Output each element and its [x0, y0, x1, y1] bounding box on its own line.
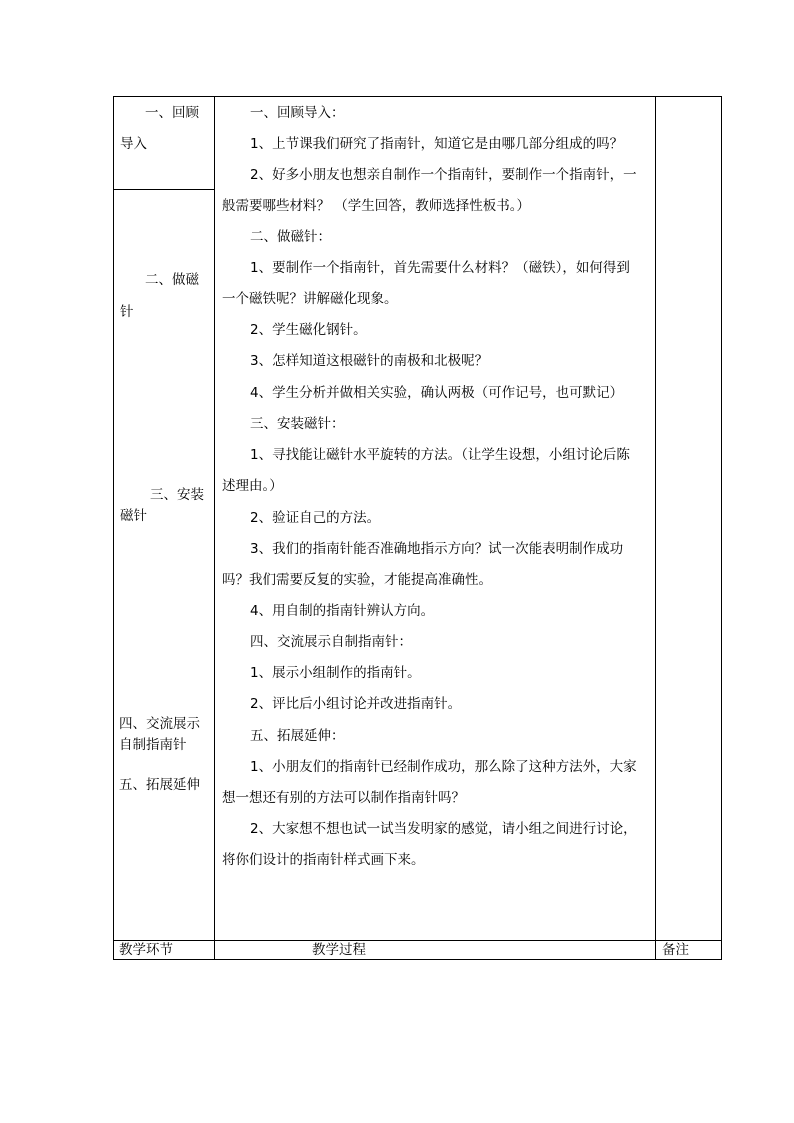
process-line: 1、展示小组制作的指南针。 [250, 665, 421, 681]
process-heading-5: 五、拓展延伸： [250, 728, 345, 744]
row-divider-footer [113, 940, 722, 941]
process-heading-2: 二、做磁针： [250, 229, 331, 245]
process-line: 4、学生分析并做相关实验，确认两极（可作记号，也可默记） [250, 385, 624, 401]
column-divider-1 [214, 96, 215, 960]
footer-col-stage: 教学环节 [119, 942, 173, 958]
process-heading-3: 三、安装磁针： [250, 416, 345, 432]
footer-col-process: 教学过程 [312, 942, 366, 958]
stage-review-intro-line2: 导入 [120, 136, 147, 152]
stage-make-needle-line1: 二、做磁 [145, 272, 199, 288]
process-line: 1、寻找能让磁针水平旋转的方法。（让学生设想，小组讨论后陈 [250, 447, 630, 463]
process-heading-1: 一、回顾导入： [250, 105, 345, 121]
stage-make-needle-line2: 针 [120, 304, 134, 320]
stage-exchange-line2: 自制指南针 [119, 737, 187, 753]
process-line: 1、小朋友们的指南针已经制作成功，那么除了这种方法外，大家 [250, 759, 637, 775]
process-line: 2、好多小朋友也想亲自制作一个指南针，要制作一个指南针，一 [250, 167, 637, 183]
process-line: 3、我们的指南针能否准确地指示方向？试一次能表明制作成功 [250, 541, 624, 557]
process-line: 1、要制作一个指南针，首先需要什么材料？（磁铁），如何得到 [250, 260, 630, 276]
stage-extension: 五、拓展延伸 [119, 777, 200, 793]
process-line: 想一想还有别的方法可以制作指南针吗？ [222, 790, 465, 806]
process-line: 一个磁铁呢？讲解磁化现象。 [222, 291, 398, 307]
process-line: 般需要哪些材料？ （学生回答，教师选择性板书。） [222, 198, 531, 214]
stage-review-intro-line1: 一、回顾 [145, 105, 199, 121]
process-line: 2、验证自己的方法。 [250, 510, 381, 526]
process-line: 述理由。） [222, 478, 283, 494]
stage-install-needle-line2: 磁针 [120, 508, 147, 524]
process-line: 将你们设计的指南针样式画下来。 [222, 852, 425, 868]
process-line: 3、怎样知道这根磁针的南极和北极呢？ [250, 353, 489, 369]
process-line: 吗？我们需要反复的实验，才能提高准确性。 [222, 572, 492, 588]
process-line: 2、学生磁化钢针。 [250, 322, 367, 338]
row-divider-intro [113, 189, 215, 190]
footer-col-notes: 备注 [662, 942, 689, 958]
process-heading-4: 四、交流展示自制指南针： [250, 634, 412, 650]
stage-exchange-line1: 四、交流展示 [119, 716, 200, 732]
process-line: 1、上节课我们研究了指南针，知道它是由哪几部分组成的吗？ [250, 136, 624, 152]
stage-install-needle-line1: 三、安装 [150, 487, 204, 503]
process-line: 2、大家想不想也试一试当发明家的感觉，请小组之间进行讨论， [250, 821, 637, 837]
process-line: 4、用自制的指南针辨认方向。 [250, 603, 435, 619]
process-line: 2、评比后小组讨论并改进指南针。 [250, 696, 462, 712]
column-divider-2 [655, 96, 656, 960]
